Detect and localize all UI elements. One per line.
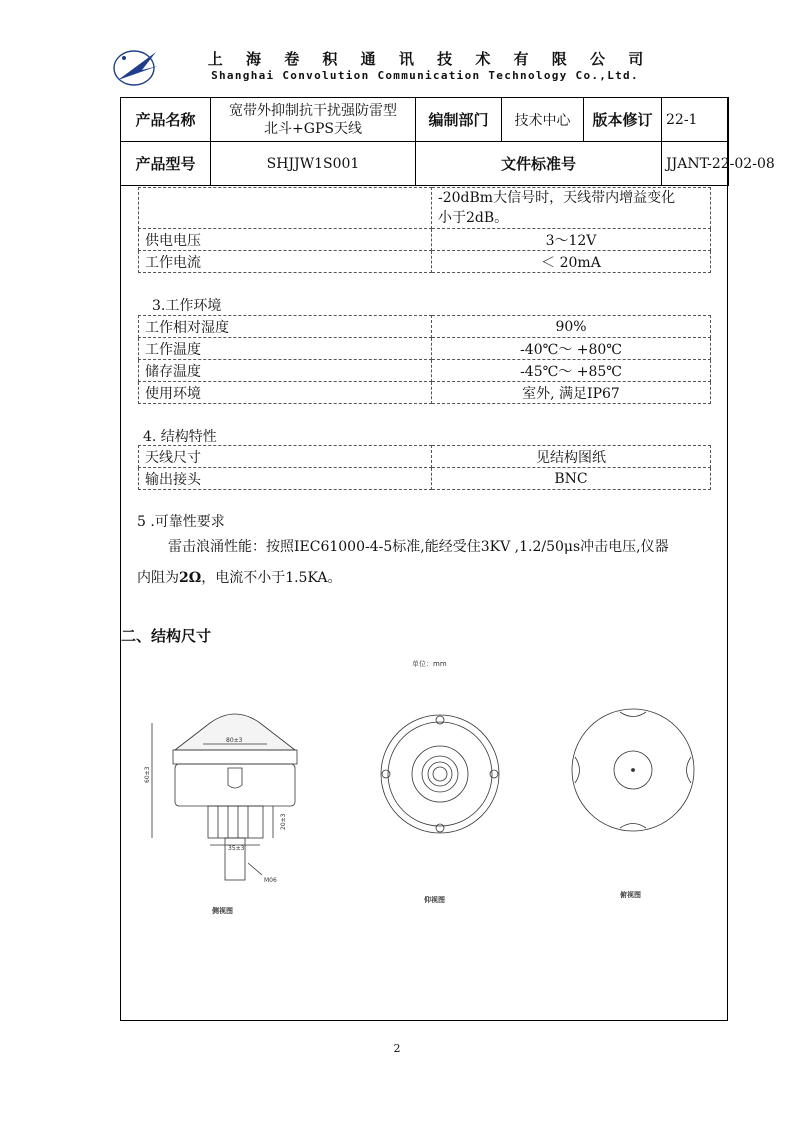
electrical-table [138,187,711,273]
model-value: SHJJW1S001 [211,142,416,186]
reliability-text-prefix: 内阻为 [137,570,179,586]
product-name-line2: 北斗+GPS天线 [264,120,362,137]
thread-label: M06 [264,877,277,884]
structure-drawing [130,655,720,925]
spec-value-line2: 小于2dB。 [438,210,509,226]
doc-std-value: JJANT-22-02-08 [662,142,729,186]
structure-table [138,445,711,490]
spec-label: 工作温度 [139,338,432,360]
spec-value: 见结构图纸 [432,446,711,468]
product-name-line1: 宽带外抑制抗干扰强防雷型 [229,102,397,119]
bottom-view [381,715,499,904]
company-name-en: Shanghai Convolution Communication Technology Co.,Ltd. [211,69,639,82]
header-table [120,97,775,186]
dept-label: 编制部门 [416,98,502,142]
bottom-view-label: 仰视图 [424,896,445,904]
spec-value: 3～12V [432,229,711,251]
spec-value: -45℃～ +85℃ [432,360,711,382]
side-view [144,714,297,915]
spec-value: -40℃～ +80℃ [432,338,711,360]
section-title: 二、结构尺寸 [121,627,212,645]
dim-width: 80±3 [226,737,243,744]
reliability-text-suffix: ，电流不小于1.5KA。 [201,570,342,586]
spec-label: 使用环境 [139,382,432,404]
spec-label: 供电电压 [139,229,432,251]
spec-value: 室外, 满足IP67 [432,382,711,404]
product-name-value [211,98,416,142]
spec-value [432,188,711,229]
side-view-label: 侧视图 [212,907,233,915]
top-view-label: 俯视图 [620,891,641,899]
revision-label: 版本修订 [584,98,662,142]
spec-value: 90% [432,316,711,338]
reliability-text-line2 [137,568,717,588]
model-label: 产品型号 [121,142,211,186]
structure-title: 4. 结构特性 [143,429,217,445]
spec-label: 工作电流 [139,251,432,273]
reliability-text-line1: 雷击浪涌性能：按照IEC61000-4-5标准,能经受住3KV ,1.2/50μs冲击电压,仪器 [168,539,669,555]
reliability-title: 5 .可靠性要求 [137,514,225,530]
spec-value: ＜ 20mA [432,251,711,273]
spec-label: 储存温度 [139,360,432,382]
spec-label [139,188,432,229]
top-view [572,709,694,899]
spec-label: 工作相对湿度 [139,316,432,338]
spec-label: 天线尺寸 [139,446,432,468]
page-number: 2 [393,1042,401,1055]
product-name-label: 产品名称 [121,98,211,142]
company-name-cn: 上 海 卷 积 通 讯 技 术 有 限 公 司 [207,50,653,68]
environment-title: 3.工作环境 [152,298,222,314]
dim-base: 35±3 [228,845,245,852]
dim-height: 60±3 [144,766,151,783]
spec-label: 输出接头 [139,468,432,490]
spec-value-line1: -20dBm大信号时，天线带内增益变化 [438,190,676,206]
resistance-value: 2Ω [179,570,202,586]
doc-std-label: 文件标准号 [416,142,662,186]
unit-label: 单位：mm [412,660,447,668]
spec-value: BNC [432,468,711,490]
dept-value: 技术中心 [502,98,584,142]
dim-connector: 20±3 [280,813,287,830]
revision-value: 22-1 [662,98,729,142]
environment-table [138,315,711,404]
company-logo [112,44,162,92]
